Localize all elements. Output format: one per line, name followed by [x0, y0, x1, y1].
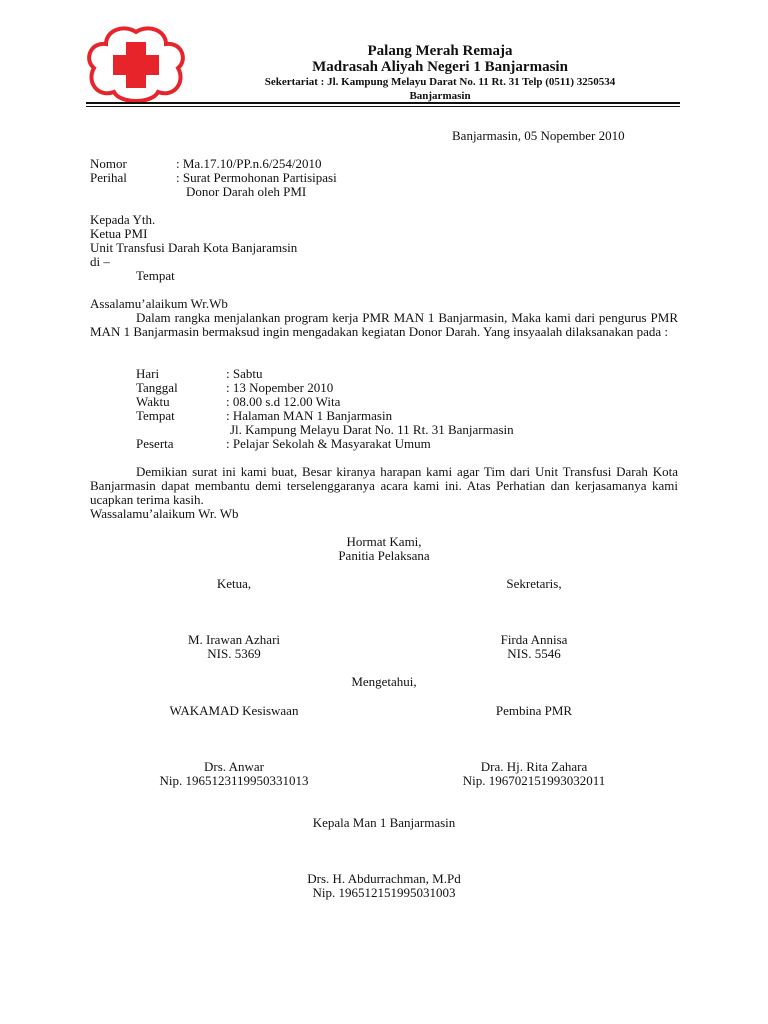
perihal-label: Perihal [90, 170, 127, 185]
detail-value: : Sabtu [226, 366, 263, 381]
kepala-id: Nip. 196512151995031003 [312, 885, 456, 900]
opening-greeting: Assalamu’alaikum Wr.Wb [90, 296, 228, 311]
letter-date: Banjarmasin, 05 Nopember 2010 [452, 128, 625, 143]
pembina-title: Pembina PMR [495, 703, 573, 718]
letterhead-org: Palang Merah Remaja [367, 43, 513, 59]
sekretaris-name: Firda Annisa [500, 632, 568, 647]
detail-label: Hari [136, 366, 160, 381]
detail-label: Tempat [136, 408, 175, 423]
sign-hormat: Hormat Kami, [346, 534, 422, 549]
recipient-line: Unit Transfusi Darah Kota Banjaramsin [90, 240, 298, 255]
pembina-name: Dra. Hj. Rita Zahara [480, 759, 588, 774]
detail-label: Peserta [136, 436, 174, 451]
sekretaris-title: Sekretaris, [506, 576, 562, 591]
detail-value: : 08.00 s.d 12.00 Wita [226, 394, 341, 409]
letterhead-address: Sekertariat : Jl. Kampung Melayu Darat No. 11 Rt. 31 Telp (0511) 3250534 [264, 76, 616, 88]
kepala-title: Kepala Man 1 Banjarmasin [312, 815, 456, 830]
ketua-id: NIS. 5369 [207, 646, 261, 661]
sekretaris-id: NIS. 5546 [507, 646, 561, 661]
wakamad-name: Drs. Anwar [204, 759, 264, 774]
nomor-label: Nomor [90, 156, 127, 171]
letterhead-rule-thin [86, 106, 680, 107]
recipient-line: Ketua PMI [90, 226, 148, 241]
nomor-value: : Ma.17.10/PP.n.6/254/2010 [176, 156, 322, 171]
body-paragraph: Dalam rangka menjalankan program kerja PMR MAN 1 Banjarmasin, Maka kami dari pengurus PMR MAN 1 Banjarmasin bermaksud ingin mengadakan kegiatan Donor Darah. Yang insyaalah dilaksanakan pada : [90, 310, 678, 339]
recipient-line: di – [90, 254, 110, 269]
recipient-line: Kepada Yth. [90, 212, 156, 227]
detail-value: : Halaman MAN 1 Banjarmasin [226, 408, 393, 423]
letterhead-city: Banjarmasin [409, 90, 471, 102]
logo-cross-horizontal [113, 55, 159, 75]
kepala-name: Drs. H. Abdurrachman, M.Pd [307, 871, 461, 886]
detail-value-continued: Jl. Kampung Melayu Darat No. 11 Rt. 31 Banjarmasin [230, 422, 514, 437]
recipient-line: Tempat [136, 268, 175, 283]
mengetahui: Mengetahui, [351, 674, 417, 689]
ketua-title: Ketua, [216, 576, 252, 591]
detail-label: Waktu [136, 394, 170, 409]
detail-label: Tanggal [136, 380, 178, 395]
closing-greeting: Wassalamu’alaikum Wr. Wb [90, 506, 239, 521]
detail-value: : Pelajar Sekolah & Masyarakat Umum [226, 436, 431, 451]
sign-panitia: Panitia Pelaksana [338, 548, 430, 563]
pembina-id: Nip. 196702151993032011 [462, 773, 606, 788]
perihal-value: : Surat Permohonan Partisipasi [176, 170, 337, 185]
ketua-name: M. Irawan Azhari [187, 632, 281, 647]
detail-value: : 13 Nopember 2010 [226, 380, 334, 395]
letterhead-rule-thick [86, 102, 680, 104]
closing-paragraph: Demikian surat ini kami buat, Besar kiranya harapan kami agar Tim dari Unit Transfusi Darah Kota Banjarmasin dapat membantu demi terselenggaranya acara kami ini. Atas Perhatian dan kerjasamanya kami ucapkan terima kasih. [90, 464, 678, 507]
perihal-value-continued: Donor Darah oleh PMI [186, 184, 307, 199]
letterhead-school: Madrasah Aliyah Negeri 1 Banjarmasin [312, 59, 568, 75]
wakamad-id: Nip. 1965123119950331013 [159, 773, 309, 788]
wakamad-title: WAKAMAD Kesiswaan [169, 703, 299, 718]
